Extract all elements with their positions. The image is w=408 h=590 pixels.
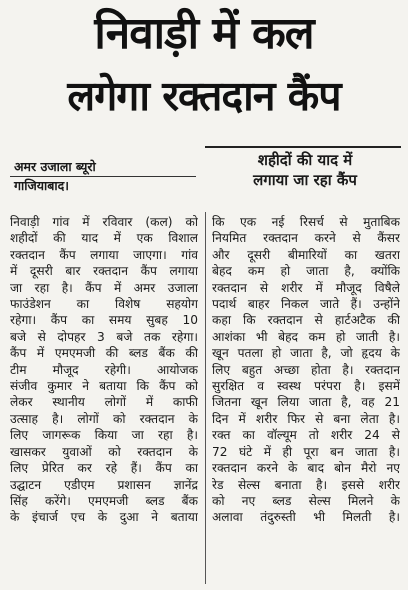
article-line: लिए बहुत अच्छा होता है। रक्तदान	[212, 362, 400, 377]
headline-line-1: निवाड़ी में कल	[94, 8, 314, 59]
article-line: को नए ब्लड सेल्स मिलने के	[212, 493, 400, 508]
article-line: खासकर युवाओं को रक्तदान के	[10, 444, 198, 459]
article-line: उद्घाटन एडीएम प्रशासन ज्ञानेंद्र	[10, 477, 198, 492]
article-line: रक्तदान से शरीर में मौजूद विषैले	[212, 280, 400, 295]
article-left-column	[10, 214, 198, 526]
article-line: जा रहा है। कैंप में अमर उजाला	[10, 280, 198, 295]
article-line: दिन में शरीर फिर से बना लेता है।	[212, 411, 400, 426]
headline-line-2: लगेगा रक्तदान कैंप	[67, 72, 341, 120]
article-line: शहीदों की याद में एक विशाल	[10, 231, 198, 246]
article-line: के इंचार्ज एच के दुआ ने बताया	[10, 510, 198, 525]
article-line: 72 घंटे में ही पूरा बन जाता है।	[212, 444, 400, 459]
article-line: रक्तदान कैंप लगाया जाएगा। गांव	[10, 247, 198, 262]
article-right-column	[212, 214, 400, 526]
article-line: में दूसरी बार रक्तदान कैंप लगाया	[10, 264, 198, 279]
article-line: रक्तदान करने के बाद बोन मैरो नए	[212, 461, 400, 476]
article-line: निवाड़ी गांव में रविवार (कल) को	[10, 215, 198, 229]
subheadline	[210, 150, 400, 190]
article-line: रेड सेल्स बनाता है। इससे शरीर	[212, 477, 400, 492]
article-line: कहा कि रक्तदान से हार्टअटैक की	[212, 313, 400, 328]
article-line: बजे से दोपहर 3 बजे तक रहेगा।	[10, 329, 198, 344]
dateline: गाजियाबाद।	[14, 178, 70, 193]
article-line: कैंप में एमएमजी की ब्लड बैंक की	[10, 346, 198, 361]
article-line: लिए जागरूक किया जा रहा है।	[10, 428, 198, 443]
article-line: खून पतला हो जाता है, जो हृदय के	[212, 346, 400, 361]
byline: अमर उजाला ब्यूरो	[14, 159, 96, 174]
article-line: सुरक्षित व स्वस्थ परंपरा है। इसमें	[212, 379, 400, 394]
article-line: लेकर स्थानीय लोगों में काफी	[10, 395, 198, 410]
article-line: बेहद कम हो जाता है, क्योंकि	[212, 264, 400, 279]
article-line: टीम मौजूद रहेगी। आयोजक	[10, 362, 198, 377]
article-line: और दूसरी बीमारियों का खतरा	[212, 247, 400, 262]
subheadline-line-2: लगाया जा रहा कैंप	[253, 171, 357, 189]
article-line: पदार्थ बाहर निकल जाते हैं। उन्होंने	[212, 297, 400, 312]
article-line: आशंका भी बेहद कम हो जाती है।	[212, 329, 400, 344]
article-line: लिए प्रेरित कर रहे हैं। कैंप का	[10, 461, 198, 476]
article-line: फाउंडेशन का विशेष सहयोग	[10, 297, 198, 312]
subheadline-line-1: शहीदों की याद में	[257, 151, 353, 169]
article-line: संजीव कुमार ने बताया कि कैंप को	[10, 379, 198, 394]
article-line: अलावा तंदुरुस्ती भी मिलती है।	[212, 510, 400, 525]
article-line: रहेगा। कैंप का समय सुबह 10	[10, 313, 198, 328]
article-line: रक्त का वॉल्यूम तो शरीर 24 से	[212, 428, 400, 443]
article-line: उत्साह है। लोगों को रक्तदान के	[10, 411, 198, 426]
article-line: कि एक नई रिसर्च से मुताबिक	[212, 215, 400, 229]
subhead-divider	[205, 146, 401, 148]
article-line: नियमित रक्तदान करने से कैंसर	[212, 231, 400, 246]
column-divider	[205, 212, 206, 584]
article-line: सिंह करेंगे। एमएमजी ब्लड बैंक	[10, 493, 198, 508]
article-line: जितना खून लिया जाता है, वह 21	[212, 395, 400, 410]
